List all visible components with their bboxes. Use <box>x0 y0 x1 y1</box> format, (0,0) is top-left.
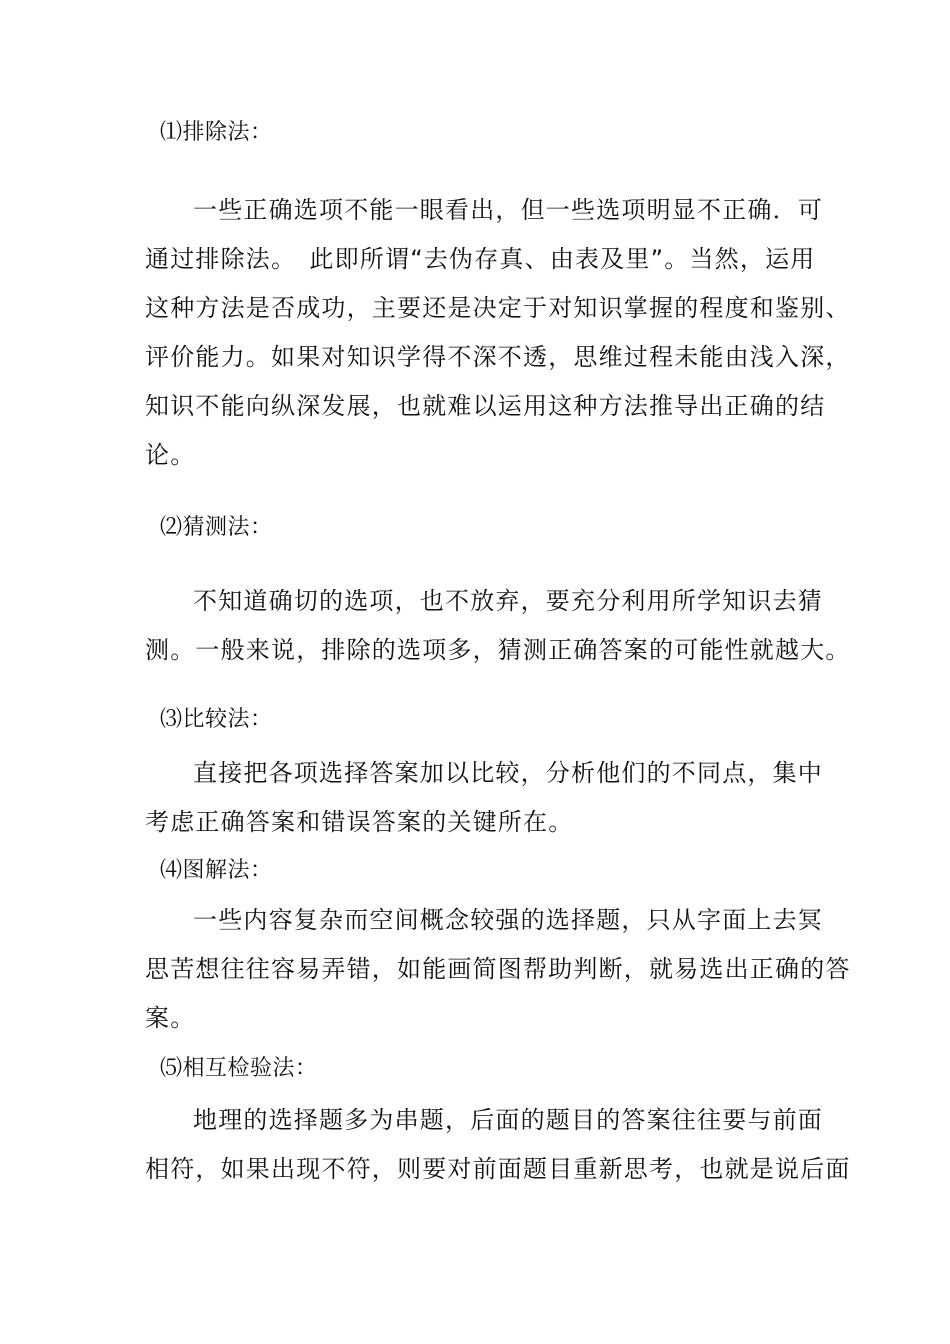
paragraph-line: 一些内容复杂而空间概念较强的选择题，只从字面上去冥 <box>193 906 823 934</box>
paragraph-line: 直接把各项选择答案加以比较，分析他们的不同点，集中 <box>193 759 823 787</box>
section-paragraph-diagram <box>145 896 851 1043</box>
paragraph-line: 思苦想往往容易弄错，如能画简图帮助判断，就易选出正确的答 <box>145 955 851 983</box>
section-paragraph-guessing <box>145 577 851 675</box>
section-paragraph-comparison <box>145 749 823 847</box>
paragraph-line: 评价能力。如果对知识学得不深不透，思维过程未能由浅入深， <box>145 343 851 371</box>
section-paragraph-exclusion <box>145 186 851 480</box>
section-heading-diagram: ⑷图解法： <box>160 858 273 883</box>
paragraph-line: 通过排除法。 此即所谓“去伪存真、由表及里”。当然，运用 <box>145 245 816 273</box>
paragraph-line: 地理的选择题多为串题，后面的题目的答案往往要与前面 <box>193 1106 823 1134</box>
paragraph-line: 相符，如果出现不符，则要对前面题目重新思考，也就是说后面 <box>145 1155 851 1183</box>
section-heading-comparison: ⑶比较法： <box>160 707 273 732</box>
section-heading-cross-check: ⑸相互检验法： <box>160 1056 318 1081</box>
paragraph-line: 案。 <box>145 1004 196 1032</box>
paragraph-line: 一些正确选项不能一眼看出，但一些选项明显不正确．可 <box>193 196 823 224</box>
paragraph-line: 考虑正确答案和错误答案的关键所在。 <box>145 808 574 836</box>
section-heading-guessing: ⑵猜测法： <box>160 515 273 540</box>
paragraph-line: 知识不能向纵深发展，也就难以运用这种方法推导出正确的结 <box>145 392 826 420</box>
paragraph-line: 不知道确切的选项，也不放弃，要充分利用所学知识去猜 <box>193 587 823 615</box>
section-paragraph-cross-check <box>145 1096 851 1194</box>
paragraph-line: 论。 <box>145 441 196 469</box>
section-heading-exclusion: ⑴排除法： <box>160 120 273 145</box>
paragraph-line: 这种方法是否成功，主要还是决定于对知识掌握的程度和鉴别、 <box>145 294 851 322</box>
paragraph-line: 测。一般来说，排除的选项多，猜测正确答案的可能性就越大。 <box>145 636 851 664</box>
